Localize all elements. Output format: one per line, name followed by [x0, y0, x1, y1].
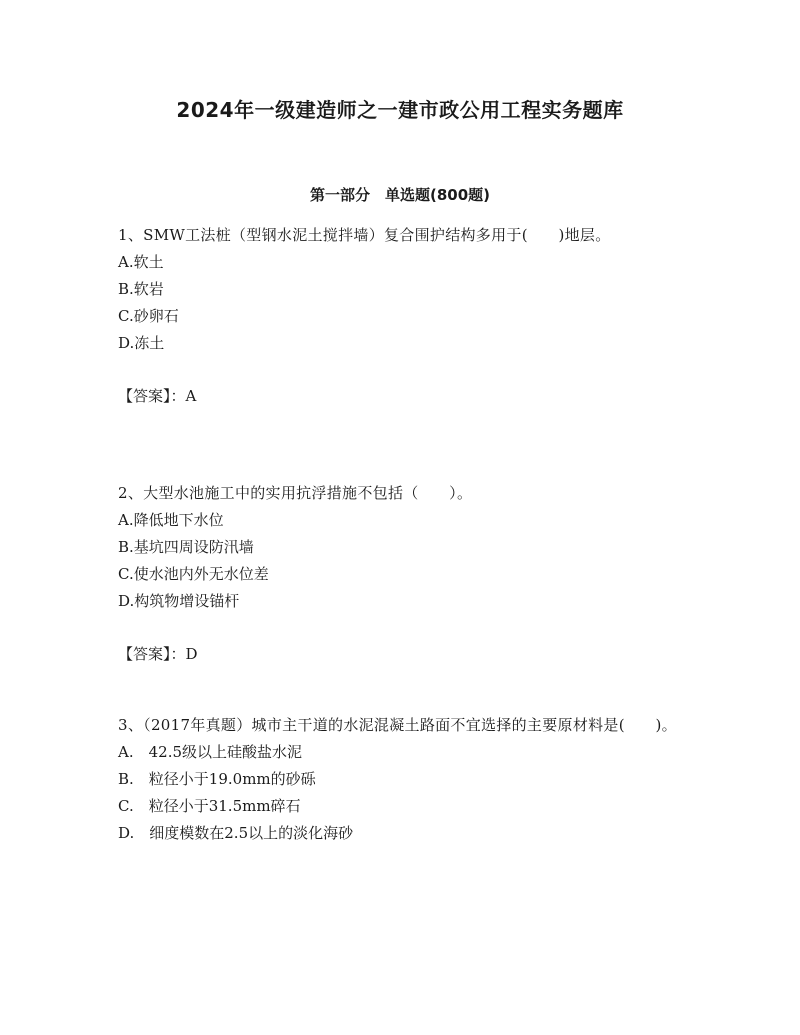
option-c: C. 粒径小于31.5mm碎石: [118, 797, 301, 815]
question-3: [118, 712, 678, 847]
question-stem: 2、大型水池施工中的实用抗浮措施不包括（ ）。: [118, 484, 473, 502]
option-c: C.砂卵石: [118, 307, 179, 325]
question-1: [118, 222, 678, 410]
answer-line: 【答案】：D: [118, 645, 198, 663]
answer-line: 【答案】：A: [118, 387, 197, 405]
option-a: A.降低地下水位: [118, 511, 224, 529]
option-d: D. 细度模数在2.5以上的淡化海砂: [118, 824, 354, 842]
option-b: B. 粒径小于19.0mm的砂砾: [118, 770, 316, 788]
question-stem: 3、（2017年真题）城市主干道的水泥混凝土路面不宜选择的主要原材料是( )。: [118, 716, 677, 734]
section-title: 第一部分 单选题(800题): [309, 186, 491, 204]
question-stem: 1、SMW工法桩（型钢水泥土搅拌墙）复合围护结构多用于( )地层。: [118, 226, 611, 244]
option-list: [118, 739, 678, 847]
option-c: C.使水池内外无水位差: [118, 565, 269, 583]
option-d: D.构筑物增设锚杆: [118, 592, 240, 610]
option-a: A.软土: [118, 253, 164, 271]
option-b: B.基坑四周设防汛墙: [118, 538, 254, 556]
option-b: B.软岩: [118, 280, 164, 298]
option-a: A. 42.5级以上硅酸盐水泥: [118, 743, 302, 761]
option-list: [118, 507, 678, 615]
option-d: D.冻土: [118, 334, 165, 352]
document-title: 2024年一级建造师之一建市政公用工程实务题库: [176, 98, 624, 122]
option-list: [118, 249, 678, 357]
question-2: [118, 480, 678, 668]
